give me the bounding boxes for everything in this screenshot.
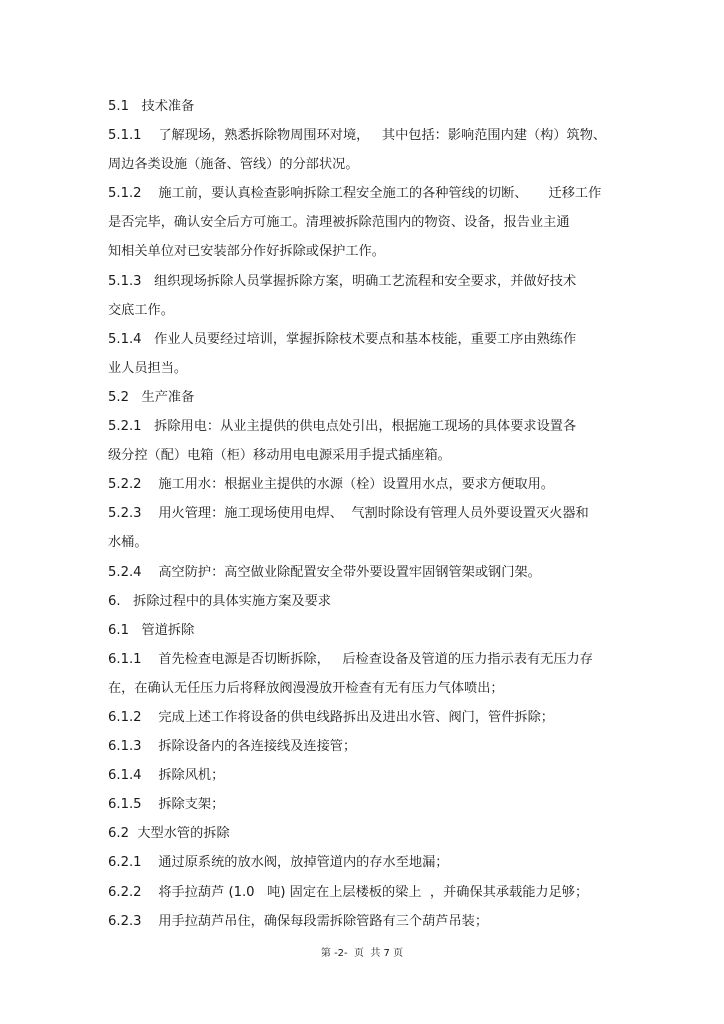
paragraph-line: 6.1.4 拆除风机； [108,768,225,784]
paragraph-line: 5.2.3 用火管理：施工现场使用电焊、 气割时除设有管理人员外要设置灭火器和 [108,506,589,522]
paragraph-line: 在，在确认无任压力后将释放阀漫漫放开检查有无有压力气体喷出； [108,680,504,696]
heading-5-2: 5.2 生产准备 [108,389,195,405]
paragraph-line: 5.2.2 施工用水：根据业主提供的水源（栓）设置用水点，要求方便取用。 [108,477,554,493]
paragraph-line: 知相关单位对已安装部分作好拆除或保护工作。 [108,244,385,260]
paragraph-line: 6.1.1 首先检查电源是否切断拆除， 后检查设备及管道的压力指示表有无压力存 [108,651,593,667]
paragraph-line: 6.2.2 将手拉葫芦 (1.0 吨) 固定在上层楼板的梁上 ，并确保其承载能力足够； [108,884,589,900]
paragraph-line: 5.2.4 高空防护：高空做业除配置安全带外要设置牢固钢管架或钢门架。 [108,564,541,580]
paragraph-line: 5.1.3 组织现场拆除人员掌握拆除方案，明确工艺流程和安全要求，并做好技术 [108,273,577,289]
paragraph-line: 5.2.1 拆除用电：从业主提供的供电点处引出，根据施工现场的具体要求设置各 [108,419,577,435]
paragraph-line: 6.2.3 用手拉葫芦吊住，确保每段需拆除管路有三个葫芦吊装； [108,913,489,929]
paragraph-line: 业人员担当。 [108,360,188,376]
paragraph-line: 6.1.5 拆除支架； [108,797,225,813]
document-body [108,92,628,936]
page-footer: 第 -2- 页 共 7 页 [320,948,404,959]
paragraph-line: 6.1.3 拆除设备内的各连接线及连接管； [108,739,357,755]
paragraph-line: 水桶。 [108,535,148,551]
paragraph-line: 级分控（配）电箱（柜）移动用电电源采用手提式插座箱。 [108,448,451,464]
heading-6-2: 6.2 大型水管的拆除 [108,826,230,842]
paragraph-line: 是否完毕，确认安全后方可施工。清理被拆除范围内的物资、设备，报告业主通 [108,215,570,231]
paragraph-line: 周边各类设施（施备、管线）的分部状况。 [108,157,359,173]
heading-5-1: 5.1 技术准备 [108,99,195,114]
paragraph-line: 5.1.1 了解现场，熟悉拆除物周围环对境， 其中包括：影响范围内建（构）筑物、 [108,128,607,144]
paragraph-line: 6.2.1 通过原系统的放水阀，放掉管道内的存水至地漏； [108,855,449,871]
paragraph-line: 5.1.4 作业人员要经过培训，掌握拆除枝术要点和基本枝能，重要工序由熟练作 [108,331,577,347]
paragraph-line: 交底工作。 [108,302,174,318]
heading-6-1: 6.1 管道拆除 [108,622,195,638]
paragraph-line: 6.1.2 完成上述工作将设备的供电线路拆出及进出水管、阀门，管件拆除； [108,709,554,725]
heading-6: 6. 拆除过程中的具体实施方案及要求 [108,593,331,609]
paragraph-line: 5.1.2 施工前，要认真检查影响拆除工程安全施工的各种管线的切断、 迁移工作 [108,186,602,202]
